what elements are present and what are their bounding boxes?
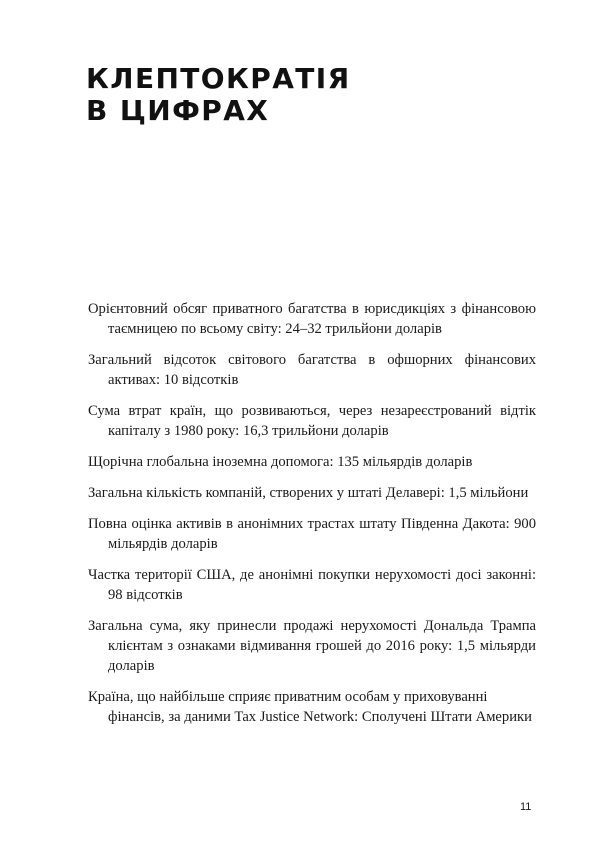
fact-item: Щорічна глобальна іноземна допомога: 135 мільярдів доларів [88, 454, 473, 470]
page-title [86, 63, 351, 127]
fact-item: Загальна сума, яку принесли продажі нерухомості Дональда Трампа клієнтам з ознаками відмивання грошей до 2016 року: 1,5 мільярди доларів [88, 618, 536, 674]
facts-list [88, 299, 536, 738]
fact-item: Повна оцінка активів в анонімних трастах штату Південна Дакота: 900 мільярдів доларів [88, 516, 536, 552]
fact-item: Загальна кількість компаній, створених у штаті Делавері: 1,5 мільйони [88, 485, 529, 501]
title-line-1: КЛЕПТОКРАТІЯ [86, 62, 351, 95]
fact-item: Орієнтовний обсяг приватного багатства в юрисдикціях з фінансовою таємницею по всьому світу: 24–32 трильйони доларів [88, 301, 536, 337]
fact-item: Країна, що найбільше сприяє приватним особам у приховуванні фінансів, за даними Tax Justice Network: Сполучені Штати Америки [88, 689, 532, 725]
title-line-2: В ЦИФРАХ [86, 94, 270, 127]
fact-item: Частка території США, де анонімні покупки нерухомості досі законні: 98 відсотків [88, 567, 536, 603]
fact-item: Сума втрат країн, що розвиваються, через незареєстрований відтік капіталу з 1980 року: 16,3 трильйони доларів [88, 403, 536, 439]
fact-item: Загальний відсоток світового багатства в офшорних фінансових активах: 10 відсотків [88, 352, 536, 388]
page-number: 11 [520, 801, 532, 813]
